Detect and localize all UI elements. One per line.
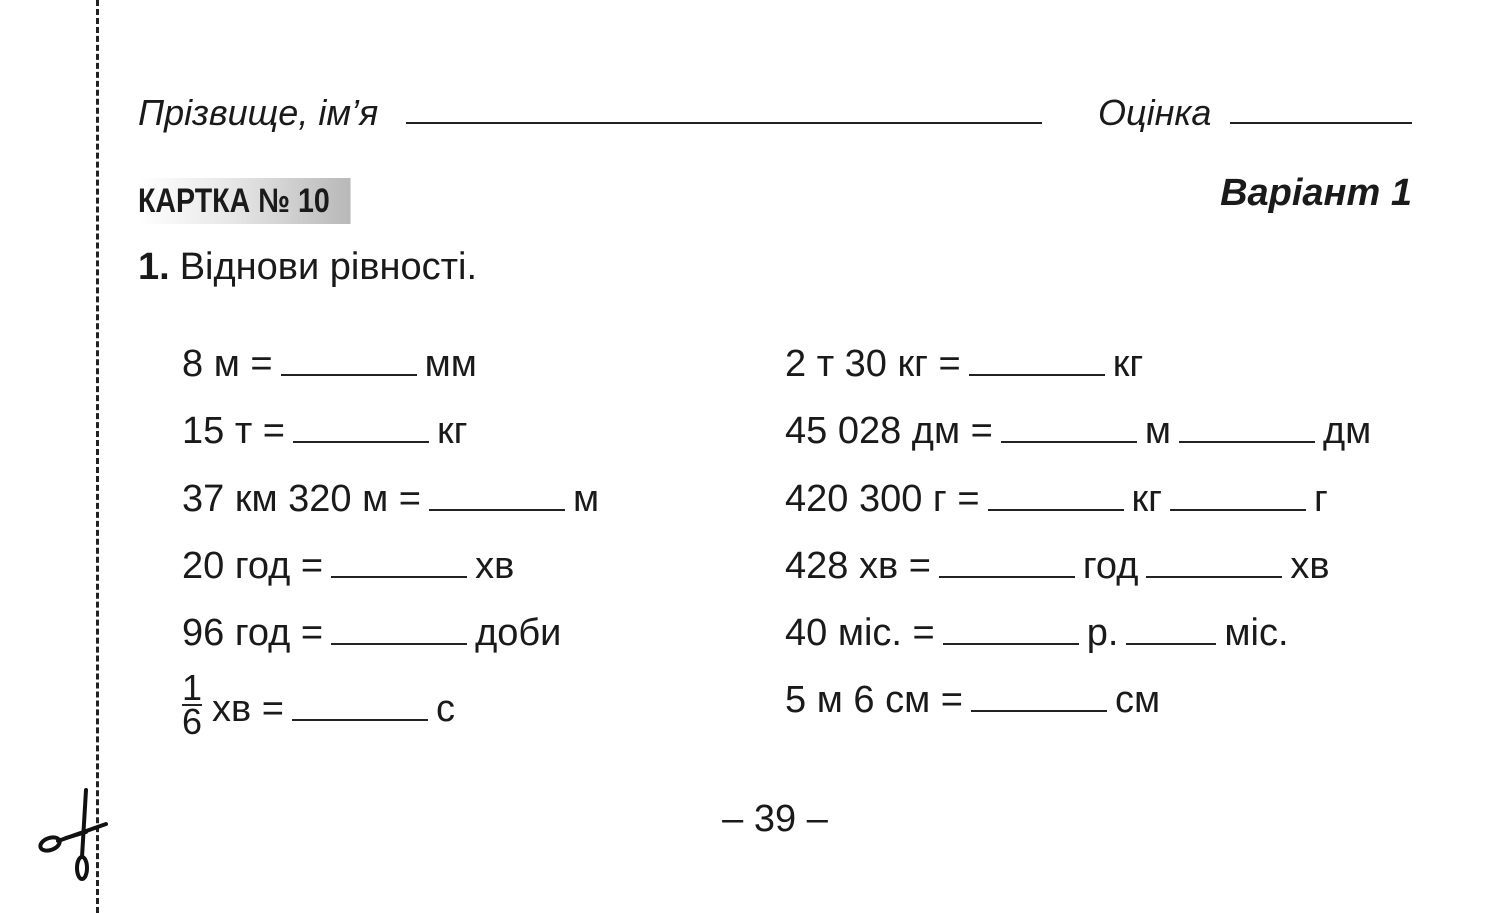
- answer-blank[interactable]: [292, 718, 428, 721]
- fraction-numerator: 1: [182, 667, 203, 708]
- equation-right-3: [785, 477, 1328, 521]
- equation-unit: год: [1082, 545, 1139, 587]
- equation-unit: с: [435, 688, 455, 731]
- equation-expr: 2 т 30 кг =: [785, 343, 961, 385]
- equation-unit: кг: [1112, 343, 1144, 385]
- equation-unit: р.: [1086, 612, 1119, 654]
- answer-blank[interactable]: [1126, 642, 1216, 645]
- task-number: 1.: [138, 246, 170, 288]
- equation-right-1: [785, 342, 1143, 386]
- name-field[interactable]: [406, 122, 1042, 124]
- cut-line: [96, 0, 99, 913]
- equation-unit: доби: [475, 612, 562, 654]
- answer-blank[interactable]: [331, 642, 467, 645]
- equation-left-1: [182, 342, 477, 386]
- equation-expr: 96 год =: [182, 612, 324, 654]
- equation-unit: м: [572, 478, 600, 520]
- equation-unit: міс.: [1224, 612, 1289, 654]
- card-title: [138, 178, 351, 224]
- equation-right-4: [785, 544, 1330, 588]
- answer-blank[interactable]: [988, 508, 1124, 511]
- equation-left-5: [182, 611, 561, 655]
- answer-blank[interactable]: [281, 373, 417, 376]
- fraction: [182, 667, 203, 742]
- equation-unit: дм: [1322, 410, 1372, 452]
- answer-blank[interactable]: [1146, 575, 1282, 578]
- equation-left-3: [182, 477, 599, 521]
- grade-field[interactable]: [1230, 122, 1412, 124]
- equation-right-2: [785, 409, 1371, 453]
- equation-expr: 428 хв =: [785, 545, 931, 587]
- equation-left-6: [182, 667, 455, 744]
- task-text: Віднови рівності.: [179, 246, 478, 288]
- equation-expr: 45 028 дм =: [785, 410, 993, 452]
- answer-blank[interactable]: [1001, 440, 1137, 443]
- equation-expr: 37 км 320 м =: [182, 478, 421, 520]
- equation-expr: 5 м 6 см =: [785, 679, 963, 721]
- answer-blank[interactable]: [331, 575, 467, 578]
- name-label: Прізвище, ім’я: [138, 92, 379, 133]
- equation-unit: м: [1144, 410, 1171, 452]
- answer-blank[interactable]: [939, 575, 1075, 578]
- grade-label: Оцінка: [1098, 92, 1212, 133]
- equation-expr: 8 м =: [182, 343, 273, 385]
- answer-blank[interactable]: [1179, 440, 1315, 443]
- answer-blank[interactable]: [1170, 508, 1306, 511]
- equation-left-2: [182, 409, 467, 453]
- equation-right-5: [785, 611, 1289, 655]
- card-title-text: КАРТКА № 10: [138, 182, 330, 220]
- equation-expr: 40 міс. =: [785, 612, 935, 654]
- page-number: – 39 –: [722, 798, 828, 840]
- answer-blank[interactable]: [971, 709, 1107, 712]
- equation-unit: см: [1114, 679, 1161, 721]
- answer-blank[interactable]: [943, 642, 1079, 645]
- answer-blank[interactable]: [293, 440, 429, 443]
- equation-right-6: [785, 678, 1160, 722]
- equation-left-4: [182, 544, 514, 588]
- equation-expr: 15 т =: [182, 410, 285, 452]
- equation-unit: хв: [1290, 545, 1330, 587]
- equation-expr: хв =: [212, 688, 284, 731]
- equation-expr: 20 год =: [182, 545, 324, 587]
- task-heading: [138, 246, 477, 289]
- variant-label: Варіант 1: [1220, 172, 1412, 214]
- answer-blank[interactable]: [969, 373, 1105, 376]
- equation-unit: мм: [424, 343, 477, 385]
- equation-unit: хв: [475, 545, 515, 587]
- header-row: [138, 88, 1413, 138]
- equation-expr: 420 300 г =: [785, 478, 980, 520]
- equation-unit: кг: [436, 410, 468, 452]
- answer-blank[interactable]: [429, 508, 565, 511]
- equation-unit: кг: [1131, 478, 1163, 520]
- equation-unit: г: [1314, 478, 1328, 520]
- fraction-denominator: 6: [182, 701, 203, 742]
